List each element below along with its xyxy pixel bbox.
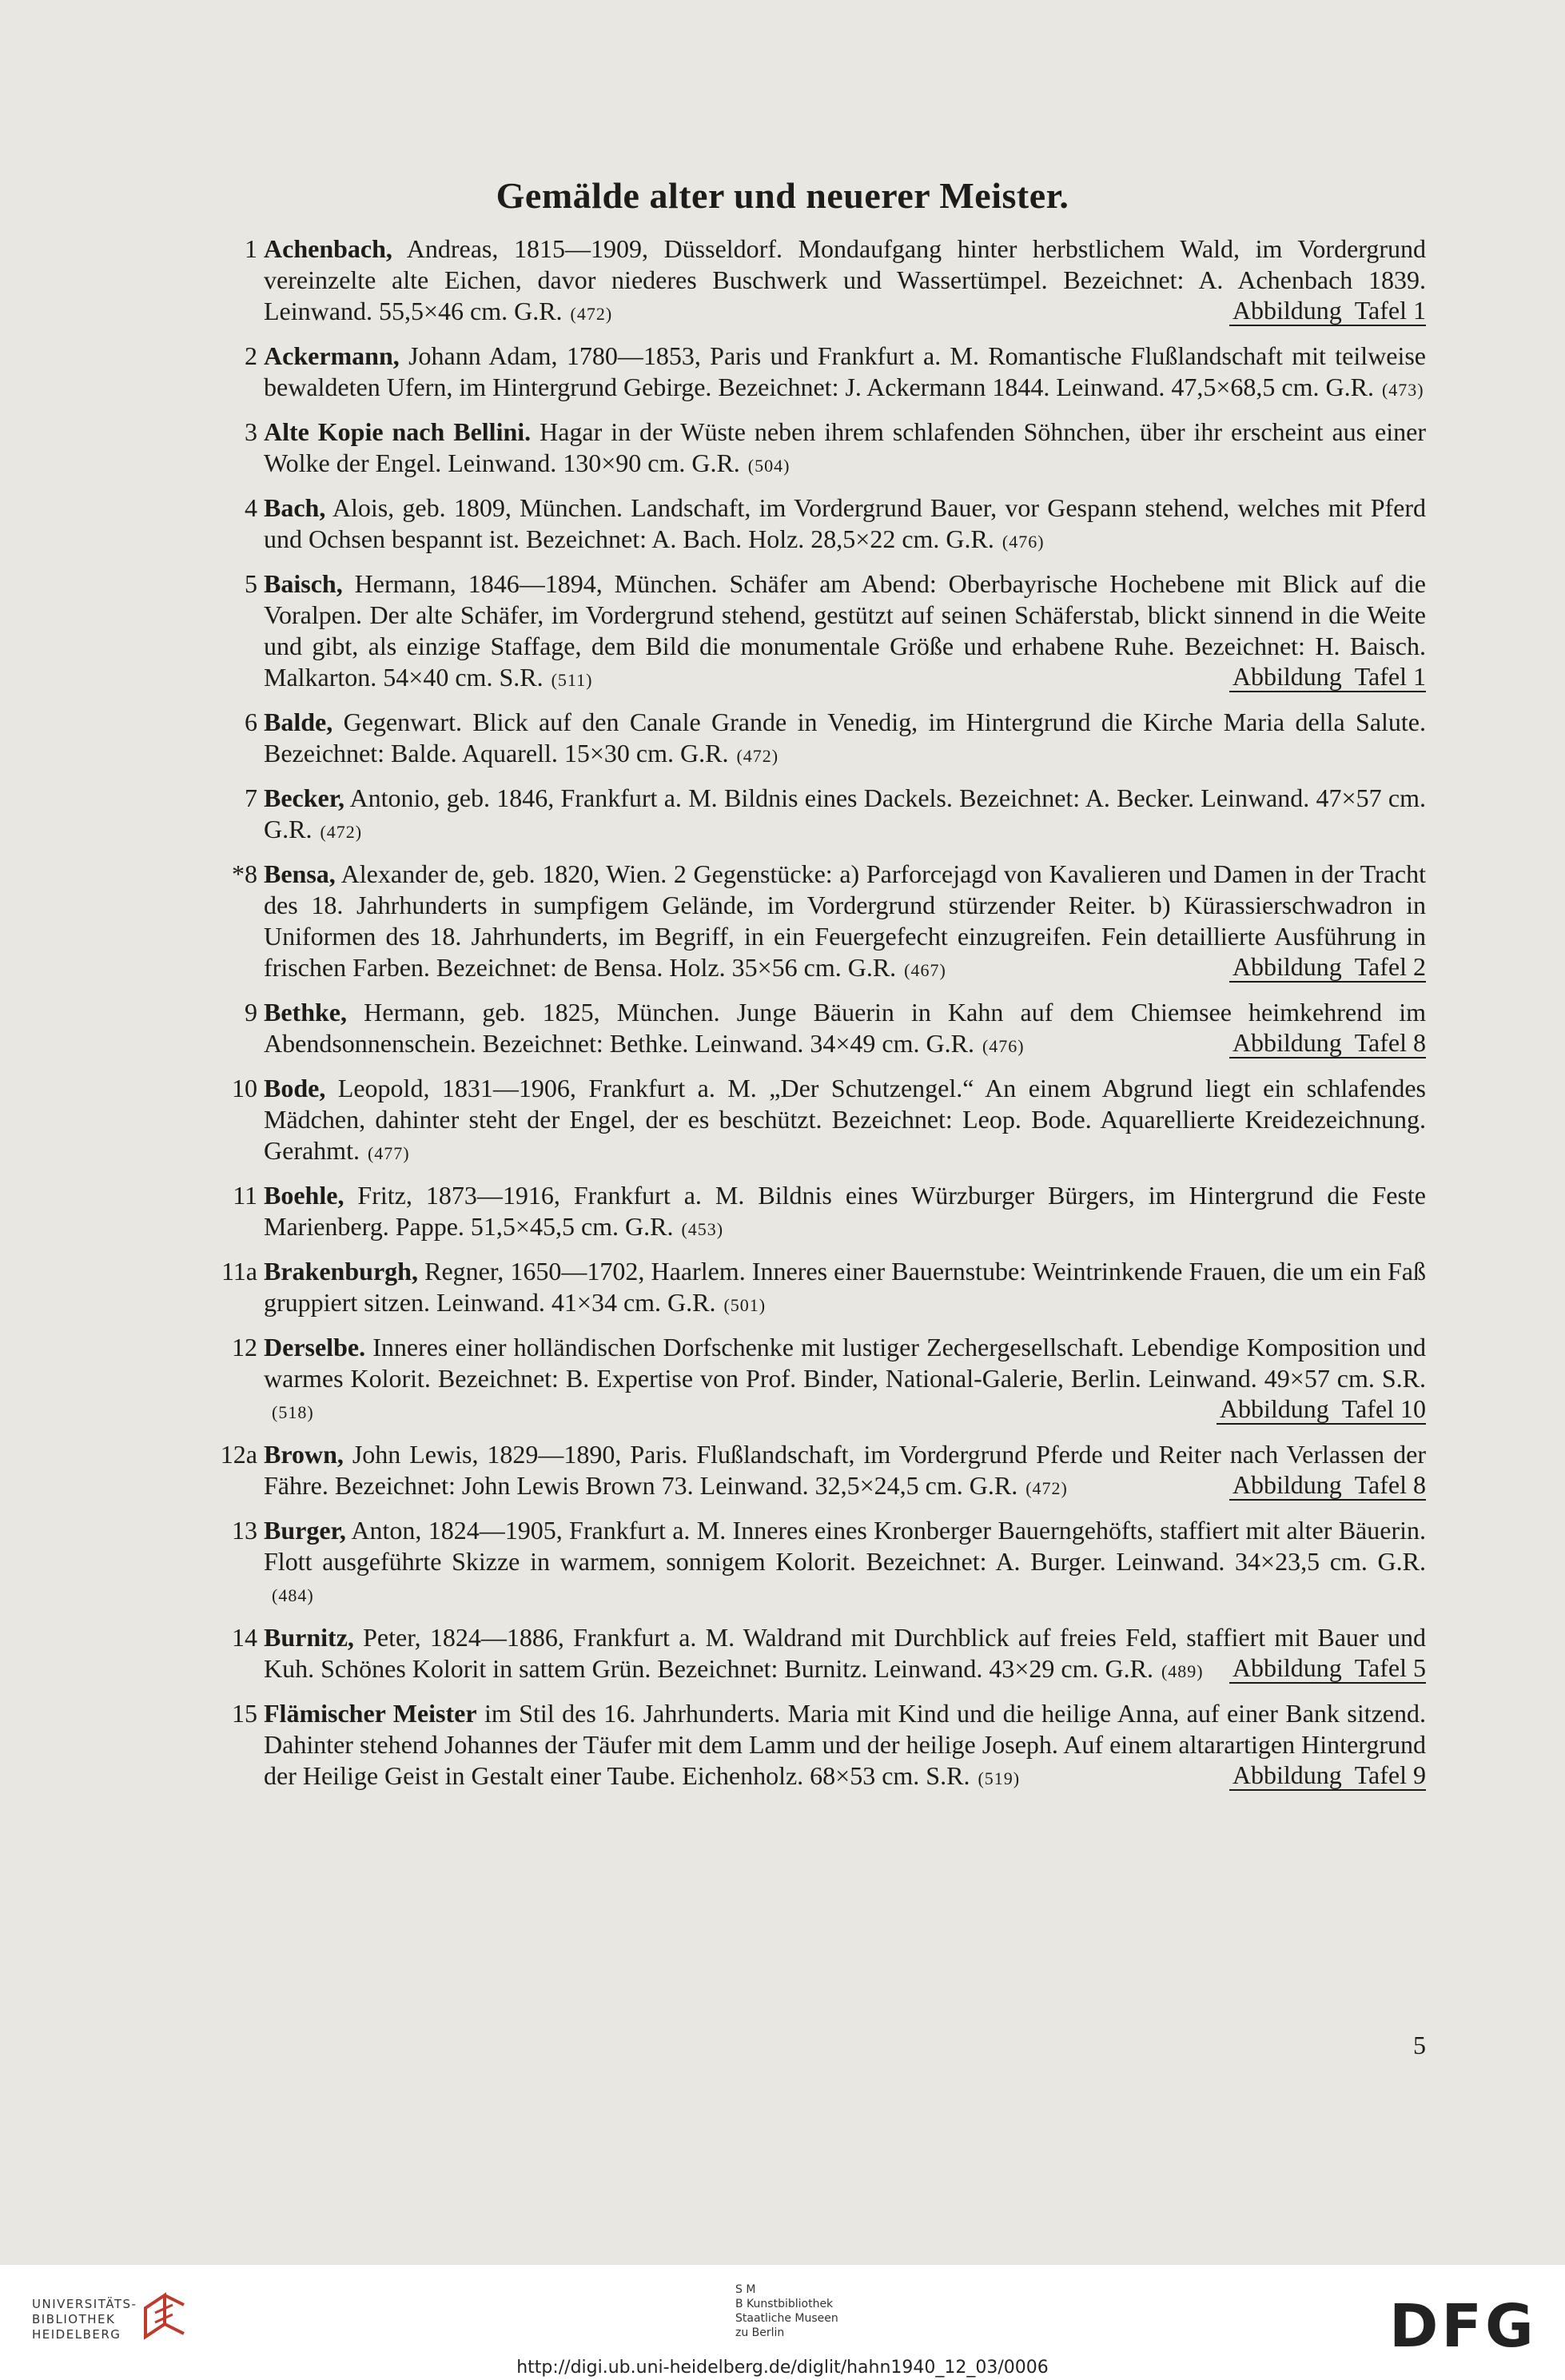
inventory-number: (518) <box>272 1402 314 1422</box>
catalog-entry <box>216 783 1426 847</box>
artist-name: Brown, <box>264 1440 344 1469</box>
entry-description: Inneres einer holländischen Dorfschenke mit lustiger Zechergesellschaft. Lebendige Komposition und warmes Kolorit. Bezeichnet: B. Expertise von Prof. Binder, National-Galerie, Berlin. Leinwand. 49×57 cm. S.R. <box>264 1333 1426 1393</box>
inventory-number: (519) <box>978 1768 1021 1788</box>
inventory-number: (489) <box>1161 1661 1204 1681</box>
plate-reference <box>1229 662 1426 692</box>
abbildung-label: Abbildung <box>1232 296 1342 325</box>
entry-number: 11 <box>233 1181 257 1210</box>
inventory-number: (476) <box>1002 532 1045 552</box>
entry-number: 15 <box>232 1699 257 1728</box>
catalog-entry <box>216 568 1426 696</box>
entry-description: John Lewis, 1829—1890, Paris. Flußlandschaft, im Vordergrund Pferde und Reiter nach Verlassen der Fähre. Bezeichnet: John Lewis Brown 73. Leinwand. 32,5×24,5 cm. G.R. <box>264 1440 1426 1500</box>
abbildung-label: Abbildung <box>1232 1028 1342 1057</box>
entry-number: *8 <box>232 859 257 888</box>
plate-reference <box>1229 1470 1426 1501</box>
catalog-entry <box>216 1256 1426 1321</box>
inventory-number: (472) <box>320 822 363 842</box>
entry-number: 1 <box>245 234 257 263</box>
museum-logo[interactable]: S M B Kunstbibliothek Staatliche Museen zu Berlin <box>735 2283 838 2339</box>
catalog-entry <box>216 997 1426 1062</box>
entry-description: Anton, 1824—1905, Frankfurt a. M. Inneres eines Kronberger Bauerngehöfts, staffiert mit alter Bäuerin. Flott ausgeführte Skizze in warmem, sonnigem Kolorit. Bezeichnet: A. Burger. Leinwand. 34×23,5 cm. G.R. <box>264 1516 1426 1576</box>
tafel-label: Tafel 8 <box>1354 1028 1426 1057</box>
entry-description: Johann Adam, 1780—1853, Paris und Frankfurt a. M. Romantische Flußlandschaft mit teilweise bewaldeten Ufern, im Hintergrund Gebirge. Bezeichnet: J. Ackermann 1844. Leinwand. 47,5×68,5 cm. G.R. <box>264 341 1426 401</box>
artist-name: Ackermann, <box>264 341 400 370</box>
artist-name: Bode, <box>264 1074 326 1102</box>
tafel-label: Tafel 2 <box>1354 952 1426 981</box>
catalog-list <box>216 233 1426 1805</box>
inventory-number: (501) <box>723 1295 767 1315</box>
catalog-entry <box>216 1622 1426 1687</box>
catalog-entry <box>216 1698 1426 1794</box>
page-title: Gemälde alter und neuerer Meister. <box>496 175 1069 216</box>
artist-name: Brakenburgh, <box>264 1257 418 1286</box>
inventory-number: (472) <box>570 304 613 324</box>
university-library-logo[interactable]: UNIVERSITÄTS- BIBLIOTHEK HEIDELBERG <box>32 2297 137 2342</box>
entry-description: im Stil des 16. Jahrhunderts. Maria mit Kind und die heilige Anna, auf einer Bank sitzend. Dahinter stehend Johannes der Täufer mit dem Lamm und der heilige Joseph. Auf einem altarartigen Hintergrund der Heilige Geist in Gestalt einer Taube. Eichenholz. 68×53 cm. S.R. <box>264 1699 1426 1790</box>
entry-description: Hermann, geb. 1825, München. Junge Bäuerin in Kahn auf dem Chiemsee heimkehrend im Abendsonnenschein. Bezeichnet: Bethke. Leinwand. 34×49 cm. G.R. <box>264 998 1426 1058</box>
entry-number: 6 <box>245 708 257 736</box>
artist-name: Bethke, <box>264 998 347 1027</box>
artist-name: Alte Kopie nach Bellini. <box>264 417 532 446</box>
entry-description: Peter, 1824—1886, Frankfurt a. M. Waldrand mit Durchblick auf freies Feld, staffiert mit Bauer und Kuh. Schönes Kolorit in sattem Grün. Bezeichnet: Burnitz. Leinwand. 43×29 cm. G.R. <box>264 1623 1426 1683</box>
plate-reference <box>1217 1394 1426 1425</box>
artist-name: Baisch, <box>264 569 343 598</box>
entry-number: 12 <box>232 1333 257 1361</box>
artist-name: Becker, <box>264 783 345 812</box>
entry-number: 14 <box>232 1623 257 1652</box>
inventory-number: (511) <box>551 670 593 690</box>
inventory-number: (453) <box>681 1219 724 1239</box>
inventory-number: (477) <box>367 1143 410 1163</box>
plate-reference <box>1229 952 1426 983</box>
page-number: 5 <box>1413 2031 1426 2059</box>
entry-number: 9 <box>245 998 257 1027</box>
abbildung-label: Abbildung <box>1219 1394 1329 1423</box>
artist-name: Flämischer Meister <box>264 1699 477 1728</box>
entry-description: Alois, geb. 1809, München. Landschaft, im Vordergrund Bauer, vor Gespann stehend, welches mit Pferd und Ochsen bespannt ist. Bezeichnet: A. Bach. Holz. 28,5×22 cm. G.R. <box>264 493 1426 553</box>
entry-number: 11a <box>221 1257 257 1286</box>
footer-bar <box>0 2265 1565 2380</box>
tafel-label: Tafel 10 <box>1341 1394 1426 1423</box>
entry-description: Fritz, 1873—1916, Frankfurt a. M. Bildnis eines Würzburger Bürgers, im Hintergrund die Feste Marienberg. Pappe. 51,5×45,5 cm. G.R. <box>264 1181 1426 1241</box>
inventory-number: (504) <box>747 456 790 476</box>
inventory-number: (472) <box>736 746 779 766</box>
catalog-entry <box>216 1180 1426 1245</box>
dfg-logo[interactable]: DFG <box>1389 2292 1537 2361</box>
entry-number: 3 <box>245 417 257 446</box>
inventory-number: (484) <box>272 1585 314 1605</box>
entry-description: Hermann, 1846—1894, München. Schäfer am Abend: Oberbayrische Hochebene mit Blick auf die Voralpen. Der alte Schäfer, im Vordergrund stehend, gestützt auf seinen Schäferstab, blickt sinnend in die Weite und gibt, als einzige Staffage, dem Bild die monumentale Größe und erhabene Ruhe. Bezeichnet: H. Baisch. Malkarton. 54×40 cm. S.R. <box>264 569 1426 692</box>
entry-number: 7 <box>245 783 257 812</box>
tafel-label: Tafel 1 <box>1354 662 1426 691</box>
catalog-entry <box>216 341 1426 405</box>
tafel-label: Tafel 5 <box>1354 1653 1426 1682</box>
entry-description: Leopold, 1831—1906, Frankfurt a. M. „Der Schutzengel.“ An einem Abgrund liegt ein schlafendes Mädchen, dahinter steht der Engel, der es beschützt. Bezeichnet: Leop. Bode. Aquarellierte Kreidezeichnung. Gerahmt. <box>264 1074 1426 1165</box>
abbildung-label: Abbildung <box>1232 1653 1342 1682</box>
artist-name: Burger, <box>264 1516 346 1545</box>
catalog-entry <box>216 417 1426 481</box>
entry-description: Regner, 1650—1702, Haarlem. Inneres einer Bauernstube: Weintrinkende Frauen, die um ein Faß gruppiert sitzen. Leinwand. 41×34 cm. G.R. <box>264 1257 1426 1317</box>
artist-name: Burnitz, <box>264 1623 354 1652</box>
artist-name: Achenbach, <box>264 234 392 263</box>
university-emblem-icon <box>137 2289 193 2345</box>
catalog-entry <box>216 233 1426 329</box>
source-url-link[interactable]: http://digi.ub.uni-heidelberg.de/diglit/hahn1940_12_03/0006 <box>516 2358 1049 2378</box>
artist-name: Derselbe. <box>264 1333 366 1361</box>
plate-reference <box>1229 1028 1426 1058</box>
entry-description: Antonio, geb. 1846, Frankfurt a. M. Bildnis eines Dackels. Bezeichnet: A. Becker. Leinwand. 47×57 cm. G.R. <box>264 783 1426 843</box>
inventory-number: (476) <box>982 1036 1025 1056</box>
entry-description: Hagar in der Wüste neben ihrem schlafenden Söhnchen, über ihr erscheint aus einer Wolke der Engel. Leinwand. 130×90 cm. G.R. <box>264 417 1427 477</box>
abbildung-label: Abbildung <box>1232 1470 1342 1499</box>
plate-reference <box>1229 1653 1426 1684</box>
catalog-entry <box>216 1332 1426 1428</box>
catalog-entry <box>216 1515 1426 1611</box>
inventory-number: (472) <box>1025 1478 1068 1498</box>
abbildung-label: Abbildung <box>1232 952 1342 981</box>
plate-reference <box>1229 296 1426 326</box>
entry-number: 5 <box>245 569 257 598</box>
entry-description: Gegenwart. Blick auf den Canale Grande in Venedig, im Hintergrund die Kirche Maria della Salute. Bezeichnet: Balde. Aquarell. 15×30 cm. G.R. <box>264 708 1426 767</box>
entry-description: Andreas, 1815—1909, Düsseldorf. Mondaufgang hinter herbstlichem Wald, im Vordergrund vereinzelte alte Eichen, davor niederes Buschwerk und Wassertümpel. Bezeichnet: A. Achenbach 1839. Leinwand. 55,5×46 cm. G.R. <box>264 234 1426 325</box>
catalog-entry <box>216 1439 1426 1504</box>
catalog-entry <box>216 859 1426 986</box>
entry-number: 2 <box>245 341 257 370</box>
entry-number: 10 <box>232 1074 257 1102</box>
artist-name: Bach, <box>264 493 326 522</box>
entry-number: 12a <box>220 1440 257 1469</box>
catalog-entry <box>216 1073 1426 1169</box>
catalog-entry <box>216 707 1426 771</box>
artist-name: Bensa, <box>264 859 336 888</box>
catalog-entry <box>216 492 1426 557</box>
entry-number: 4 <box>245 493 257 522</box>
abbildung-label: Abbildung <box>1232 1760 1342 1789</box>
tafel-label: Tafel 1 <box>1354 296 1426 325</box>
abbildung-label: Abbildung <box>1232 662 1342 691</box>
tafel-label: Tafel 8 <box>1354 1470 1426 1499</box>
artist-name: Balde, <box>264 708 333 736</box>
entry-number: 13 <box>232 1516 257 1545</box>
inventory-number: (467) <box>904 960 946 980</box>
inventory-number: (473) <box>1381 380 1424 400</box>
artist-name: Boehle, <box>264 1181 344 1210</box>
entry-description: Alexander de, geb. 1820, Wien. 2 Gegenstücke: a) Parforcejagd von Kavalieren und Damen in der Tracht des 18. Jahrhunderts in sumpfigem Gelände, im Vordergrund stürzender Reiter. b) Kürassierschwadron in Uniformen des 18. Jahrhunderts, im Begriff, in ein Feuergefecht einzugreifen. Fein detaillierte Ausführung in frischen Farben. Bezeichnet: de Bensa. Holz. 35×56 cm. G.R. <box>264 859 1426 982</box>
plate-reference <box>1229 1760 1426 1791</box>
tafel-label: Tafel 9 <box>1354 1760 1426 1789</box>
